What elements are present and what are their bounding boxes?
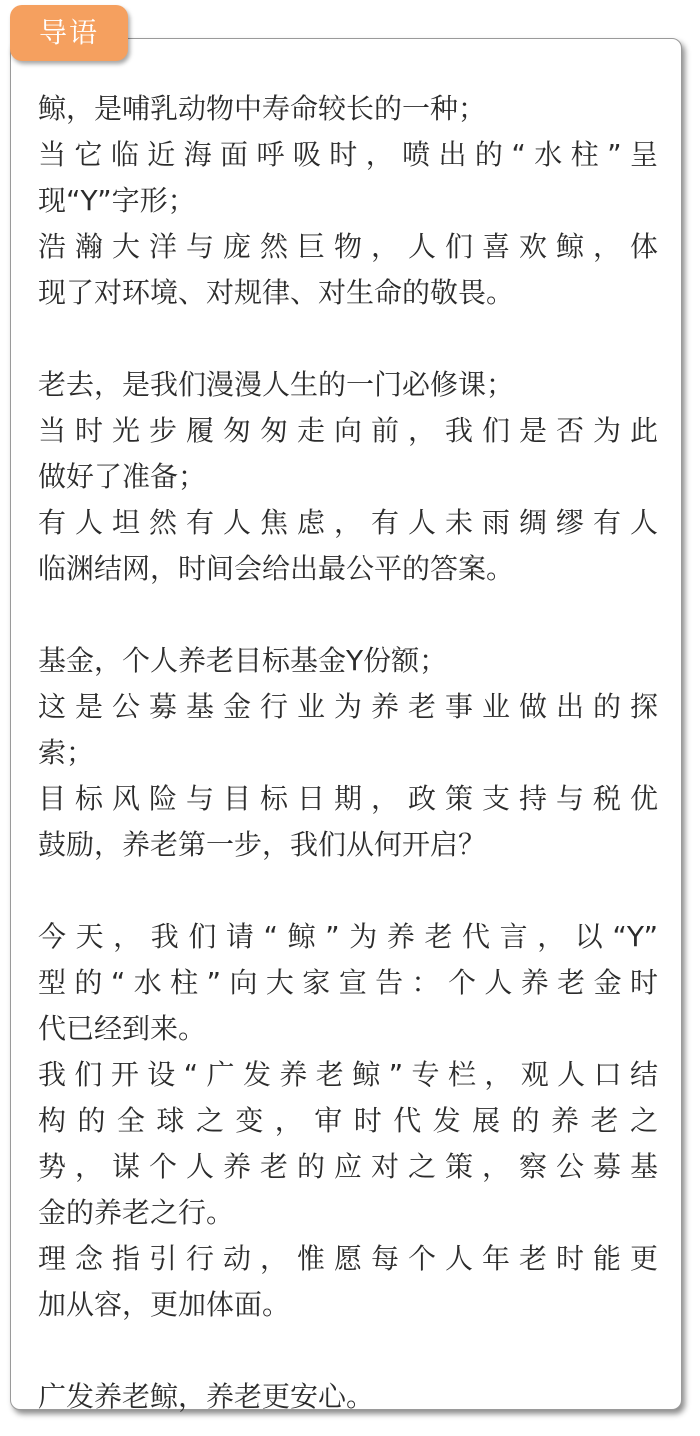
intro-tag-label: 导语 — [38, 16, 99, 49]
text-line: 广发养老鲸，养老更安心。 — [38, 1380, 375, 1413]
paragraph — [38, 914, 658, 1328]
text-line: 临渊结网，时间会给出最公平的答案。 — [38, 552, 515, 585]
paragraph — [38, 362, 658, 592]
text-line: 加从容，更加体面。 — [38, 1288, 291, 1321]
text-line: 浩瀚大洋与庞然巨物，人们喜欢鲸，体 — [38, 230, 658, 263]
paragraph — [38, 86, 658, 316]
text-line: 代已经到来。 — [38, 1012, 207, 1045]
text-line: 势，谋个人养老的应对之策，察公募基 — [38, 1150, 658, 1183]
text-line: 理念指引行动，惟愿每个人年老时能更 — [38, 1242, 658, 1275]
text-line: 有人坦然有人焦虑，有人未雨绸缪有人 — [38, 506, 658, 539]
text-line: 我们开设“广发养老鲸”专栏，观人口结 — [38, 1058, 658, 1091]
paragraph-gap — [38, 316, 658, 362]
intro-text — [38, 86, 658, 1420]
text-line: 鲸，是哺乳动物中寿命较长的一种； — [38, 92, 487, 125]
text-line: 当时光步履匆匆走向前，我们是否为此 — [38, 414, 658, 447]
text-line: 索； — [38, 736, 95, 769]
text-line: 基金，个人养老目标基金Y份额； — [38, 644, 448, 677]
text-line: 型的“水柱”向大家宣告：个人养老金时 — [38, 966, 658, 999]
paragraph — [38, 638, 658, 868]
text-line: 目标风险与目标日期，政策支持与税优 — [38, 782, 658, 815]
text-line: 构的全球之变，审时代发展的养老之 — [38, 1104, 658, 1137]
text-line: 做好了准备； — [38, 460, 207, 493]
text-line: 现了对环境、对规律、对生命的敬畏。 — [38, 276, 515, 309]
text-line: 鼓励，养老第一步，我们从何开启？ — [38, 828, 487, 861]
text-line: 老去，是我们漫漫人生的一门必修课； — [38, 368, 515, 401]
text-line: 今天，我们请“鲸”为养老代言，以“Y” — [38, 920, 658, 953]
text-line: 当它临近海面呼吸时，喷出的“水柱”呈 — [38, 138, 658, 171]
text-line: 金的养老之行。 — [38, 1196, 235, 1229]
paragraph-gap — [38, 1328, 658, 1374]
paragraph-gap — [38, 868, 658, 914]
text-line: 现“Y”字形； — [38, 184, 196, 217]
paragraph-gap — [38, 592, 658, 638]
paragraph — [38, 1374, 658, 1420]
text-line: 这是公募基金行业为养老事业做出的探 — [38, 690, 658, 723]
intro-tag — [10, 5, 128, 61]
